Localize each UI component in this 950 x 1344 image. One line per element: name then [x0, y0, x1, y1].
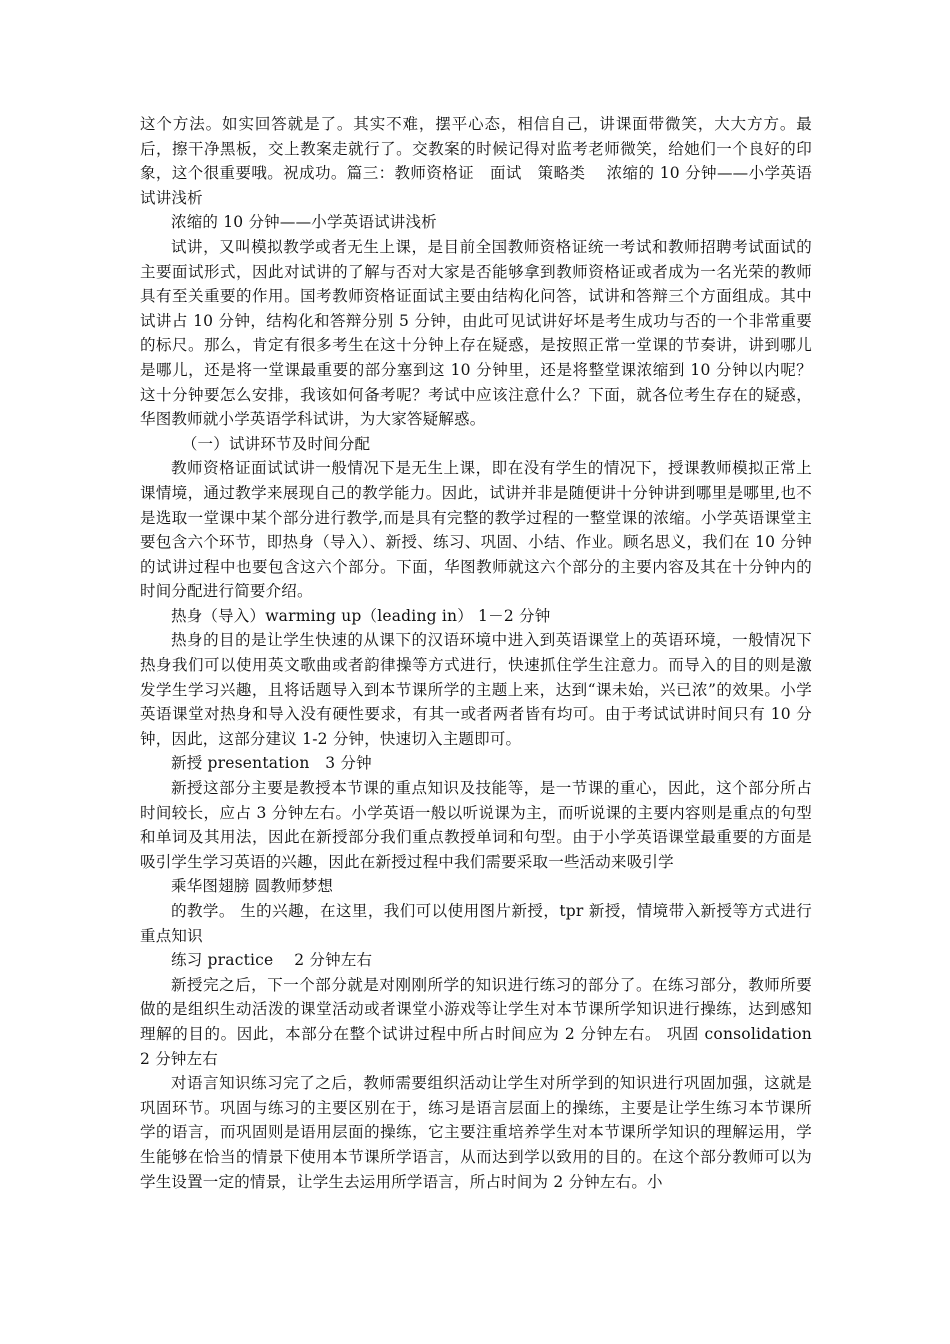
- heading-sections-and-timing: （一）试讲环节及时间分配: [181, 434, 371, 453]
- document-body: [140, 112, 833, 1194]
- paragraph-warming-up: 热身的目的是让学生快速的从课下的汉语环境中进入到英语课堂上的英语环境，一般情况下热身我们可以使用英文歌曲或者韵律操等方式进行，快速抓住学生注意力。而导入的目的则是激发学生学习兴趣，且将话题导入到本节课所学的主题上来，达到“课未始，兴已浓”的效果。小学英语课堂对热身和导入没有硬性要求，有其一或者两者皆有均可。由于考试试讲时间只有 10 分钟，因此，这部分建议 1-2 分钟，快速切入主题即可。: [140, 631, 812, 748]
- heading-presentation: 新授 presentation 3 分钟: [171, 754, 372, 773]
- slogan-line: 乘华图翅膀 圆教师梦想: [171, 877, 334, 896]
- paragraph-trial-lecture-intro: 试讲，又叫模拟教学或者无生上课，是目前全国教师资格证统一考试和教师招聘考试面试的主要面试形式，因此对试讲的了解与否对大家是否能够拿到教师资格证或者成为一名光荣的教师具有至关重要的作用。国考教师资格证面试主要由结构化问答，试讲和答辩三个方面组成。其中试讲占 10 分钟，结构化和答辩分别 5 分钟，由此可见试讲好坏是考生成功与否的一个非常重要的标尺。那么，肯定有很多考生在这十分钟上存在疑惑，是按照正常一堂课的节奏讲，讲到哪儿是哪儿，还是将一堂课最重要的部分塞到这 10 分钟里，还是将整堂课浓缩到 10 分钟以内呢？这十分钟要怎么安排，我该如何备考呢？考试中应该注意什么？下面，就各位考生存在的疑惑，华图教师就小学英语学科试讲，为大家答疑解惑。: [140, 237, 812, 429]
- heading-practice: 练习 practice 2 分钟左右: [171, 951, 373, 970]
- paragraph-consolidation: 对语言知识练习完了之后，教师需要组织活动让学生对所学到的知识进行巩固加强，这就是巩固环节。巩固与练习的主要区别在于，练习是语言层面上的操练，主要是让学生练习本节课所学的语言，而巩固则是语用层面的操练，它主要注重培养学生对本节课所学知识的理解运用，学生能够在恰当的情景下使用本节课所学语言，从而达到学以致用的目的。在这个部分教师可以为学生设置一定的情景，让学生去运用所学语言，所占时间为 2 分钟左右。小: [140, 1074, 812, 1191]
- section-title: 浓缩的 10 分钟——小学英语试讲浅析: [171, 213, 437, 232]
- paragraph-presentation-continued: 的教学。 生的兴趣，在这里，我们可以使用图片新授，tpr 新授，情境带入新授等方式进行重点知识: [140, 902, 812, 945]
- paragraph-presentation: 新授这部分主要是教授本节课的重点知识及技能等，是一节课的重心，因此，这个部分所占时间较长，应占 3 分钟左右。小学英语一般以听说课为主，而听说课的主要内容则是重点的句型和单词及其用法，因此在新授部分我们重点教授单词和句型。由于小学英语课堂最重要的方面是吸引学生学习英语的兴趣，因此在新授过程中我们需要采取一些活动来吸引学: [140, 779, 812, 871]
- paragraph-intro-ending: 这个方法。如实回答就是了。其实不难，摆平心态，相信自己，讲课面带微笑，大大方方。最后，擦干净黑板，交上教案走就行了。交教案的时候记得对监考老师微笑，给她们一个良好的印象，这个很重要哦。祝成功。篇三：教师资格证 面试 策略类 浓缩的 10 分钟——小学英语试讲浅析: [140, 115, 812, 207]
- paragraph-six-stages: 教师资格证面试试讲一般情况下是无生上课，即在没有学生的情况下，授课教师模拟正常上课情境，通过教学来展现自己的教学能力。因此，试讲并非是随便讲十分钟讲到哪里是哪里,也不是选取一堂课中某个部分进行教学,而是具有完整的教学过程的一整堂课的浓缩。小学英语课堂主要包含六个环节，即热身（导入）、新授、练习、巩固、小结、作业。顾名思义，我们在 10 分钟的试讲过程中也要包含这六个部分。下面，华图教师就这六个部分的主要内容及其在十分钟内的时间分配进行简要介绍。: [140, 459, 812, 601]
- paragraph-practice: 新授完之后，下一个部分就是对刚刚所学的知识进行练习的部分了。在练习部分，教师所要做的是组织生动活泼的课堂活动或者课堂小游戏等让学生对本节课所学知识进行操练，达到感知理解的目的。因此，本部分在整个试讲过程中所占时间应为 2 分钟左右。 巩固 consolidation 2 分钟左右: [140, 975, 833, 1068]
- heading-warming-up: 热身（导入）warming up（leading in） 1－2 分钟: [171, 606, 551, 625]
